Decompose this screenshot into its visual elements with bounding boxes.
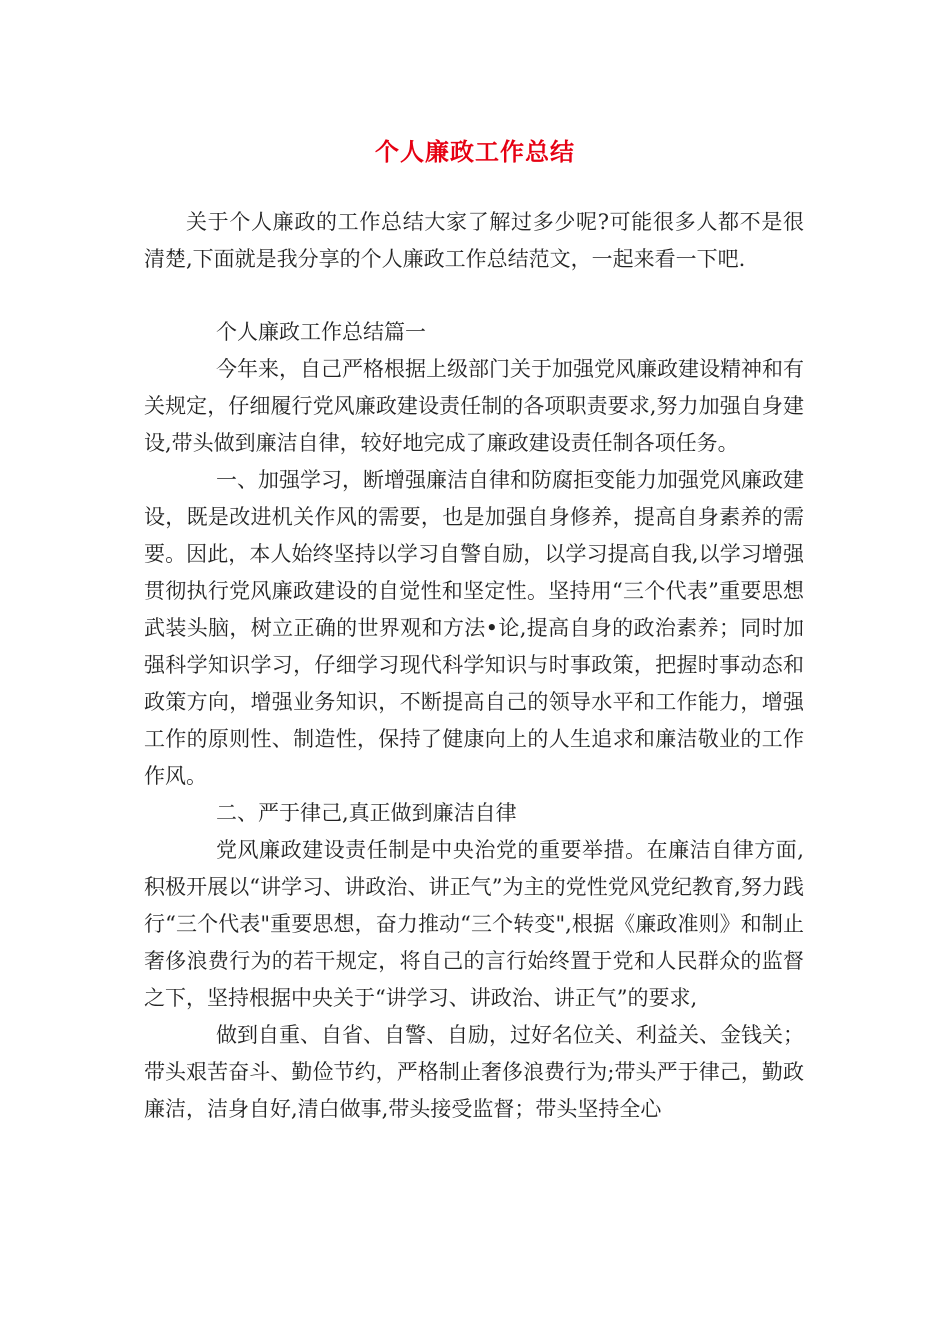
body-paragraph: 今年来，自己严格根据上级部门关于加强党风廉政建设精神和有关规定，仔细履行党风廉政建设责任制的各项职责要求,努力加强自身建设,带头做到廉洁自律，较好地完成了廉政建设责任制各项任务。 bbox=[144, 357, 804, 455]
section-heading: 二、严于律己,真正做到廉洁自律 bbox=[216, 801, 517, 825]
section-heading-part-one: 个人廉政工作总结篇一 bbox=[216, 320, 426, 344]
intro-paragraph: 关于个人廉政的工作总结大家了解过多少呢?可能很多人都不是很清楚,下面就是我分享的个人廉政工作总结范文，一起来看一下吧. bbox=[144, 210, 804, 271]
document-body bbox=[144, 314, 804, 1128]
body-paragraph: 一、加强学习，断增强廉洁自律和防腐拒变能力加强党风廉政建设，既是改进机关作风的需要，也是加强自身修养，提高自身素养的需要。因此，本人始终坚持以学习自警自励，以学习提高自我,以学习增强贯彻执行党风廉政建设的自觉性和坚定性。坚持用“三个代表”重要思想武装头脑，树立正确的世界观和方法•论,提高自身的政治素养；同时加强科学知识学习，仔细学习现代科学知识与时事政策，把握时事动态和政策方向，增强业务知识，不断提高自己的领导水平和工作能力，增强工作的原则性、制造性，保持了健康向上的人生追求和廉洁敬业的工作作风。 bbox=[144, 468, 804, 788]
body-paragraph: 做到自重、自省、自警、自励，过好名位关、利益关、金钱关；带头艰苦奋斗、勤俭节约，严格制止奢侈浪费行为;带头严于律己，勤政廉洁，洁身自好,清白做事,带头接受监督；带头坚持全心 bbox=[144, 1023, 804, 1121]
body-paragraph: 党风廉政建设责任制是中央治党的重要举措。在廉洁自律方面,积极开展以“讲学习、讲政治、讲正气”为主的党性党风党纪教育,努力践行“三个代表"重要思想，奋力推动“三个转变",根据《廉政准则》和制止奢侈浪费行为的若干规定，将自己的言行始终置于党和人民群众的监督之下，坚持根据中央关于“讲学习、讲政治、讲正气”的要求, bbox=[144, 838, 804, 1010]
document-title: 个人廉政工作总结 bbox=[375, 138, 575, 166]
